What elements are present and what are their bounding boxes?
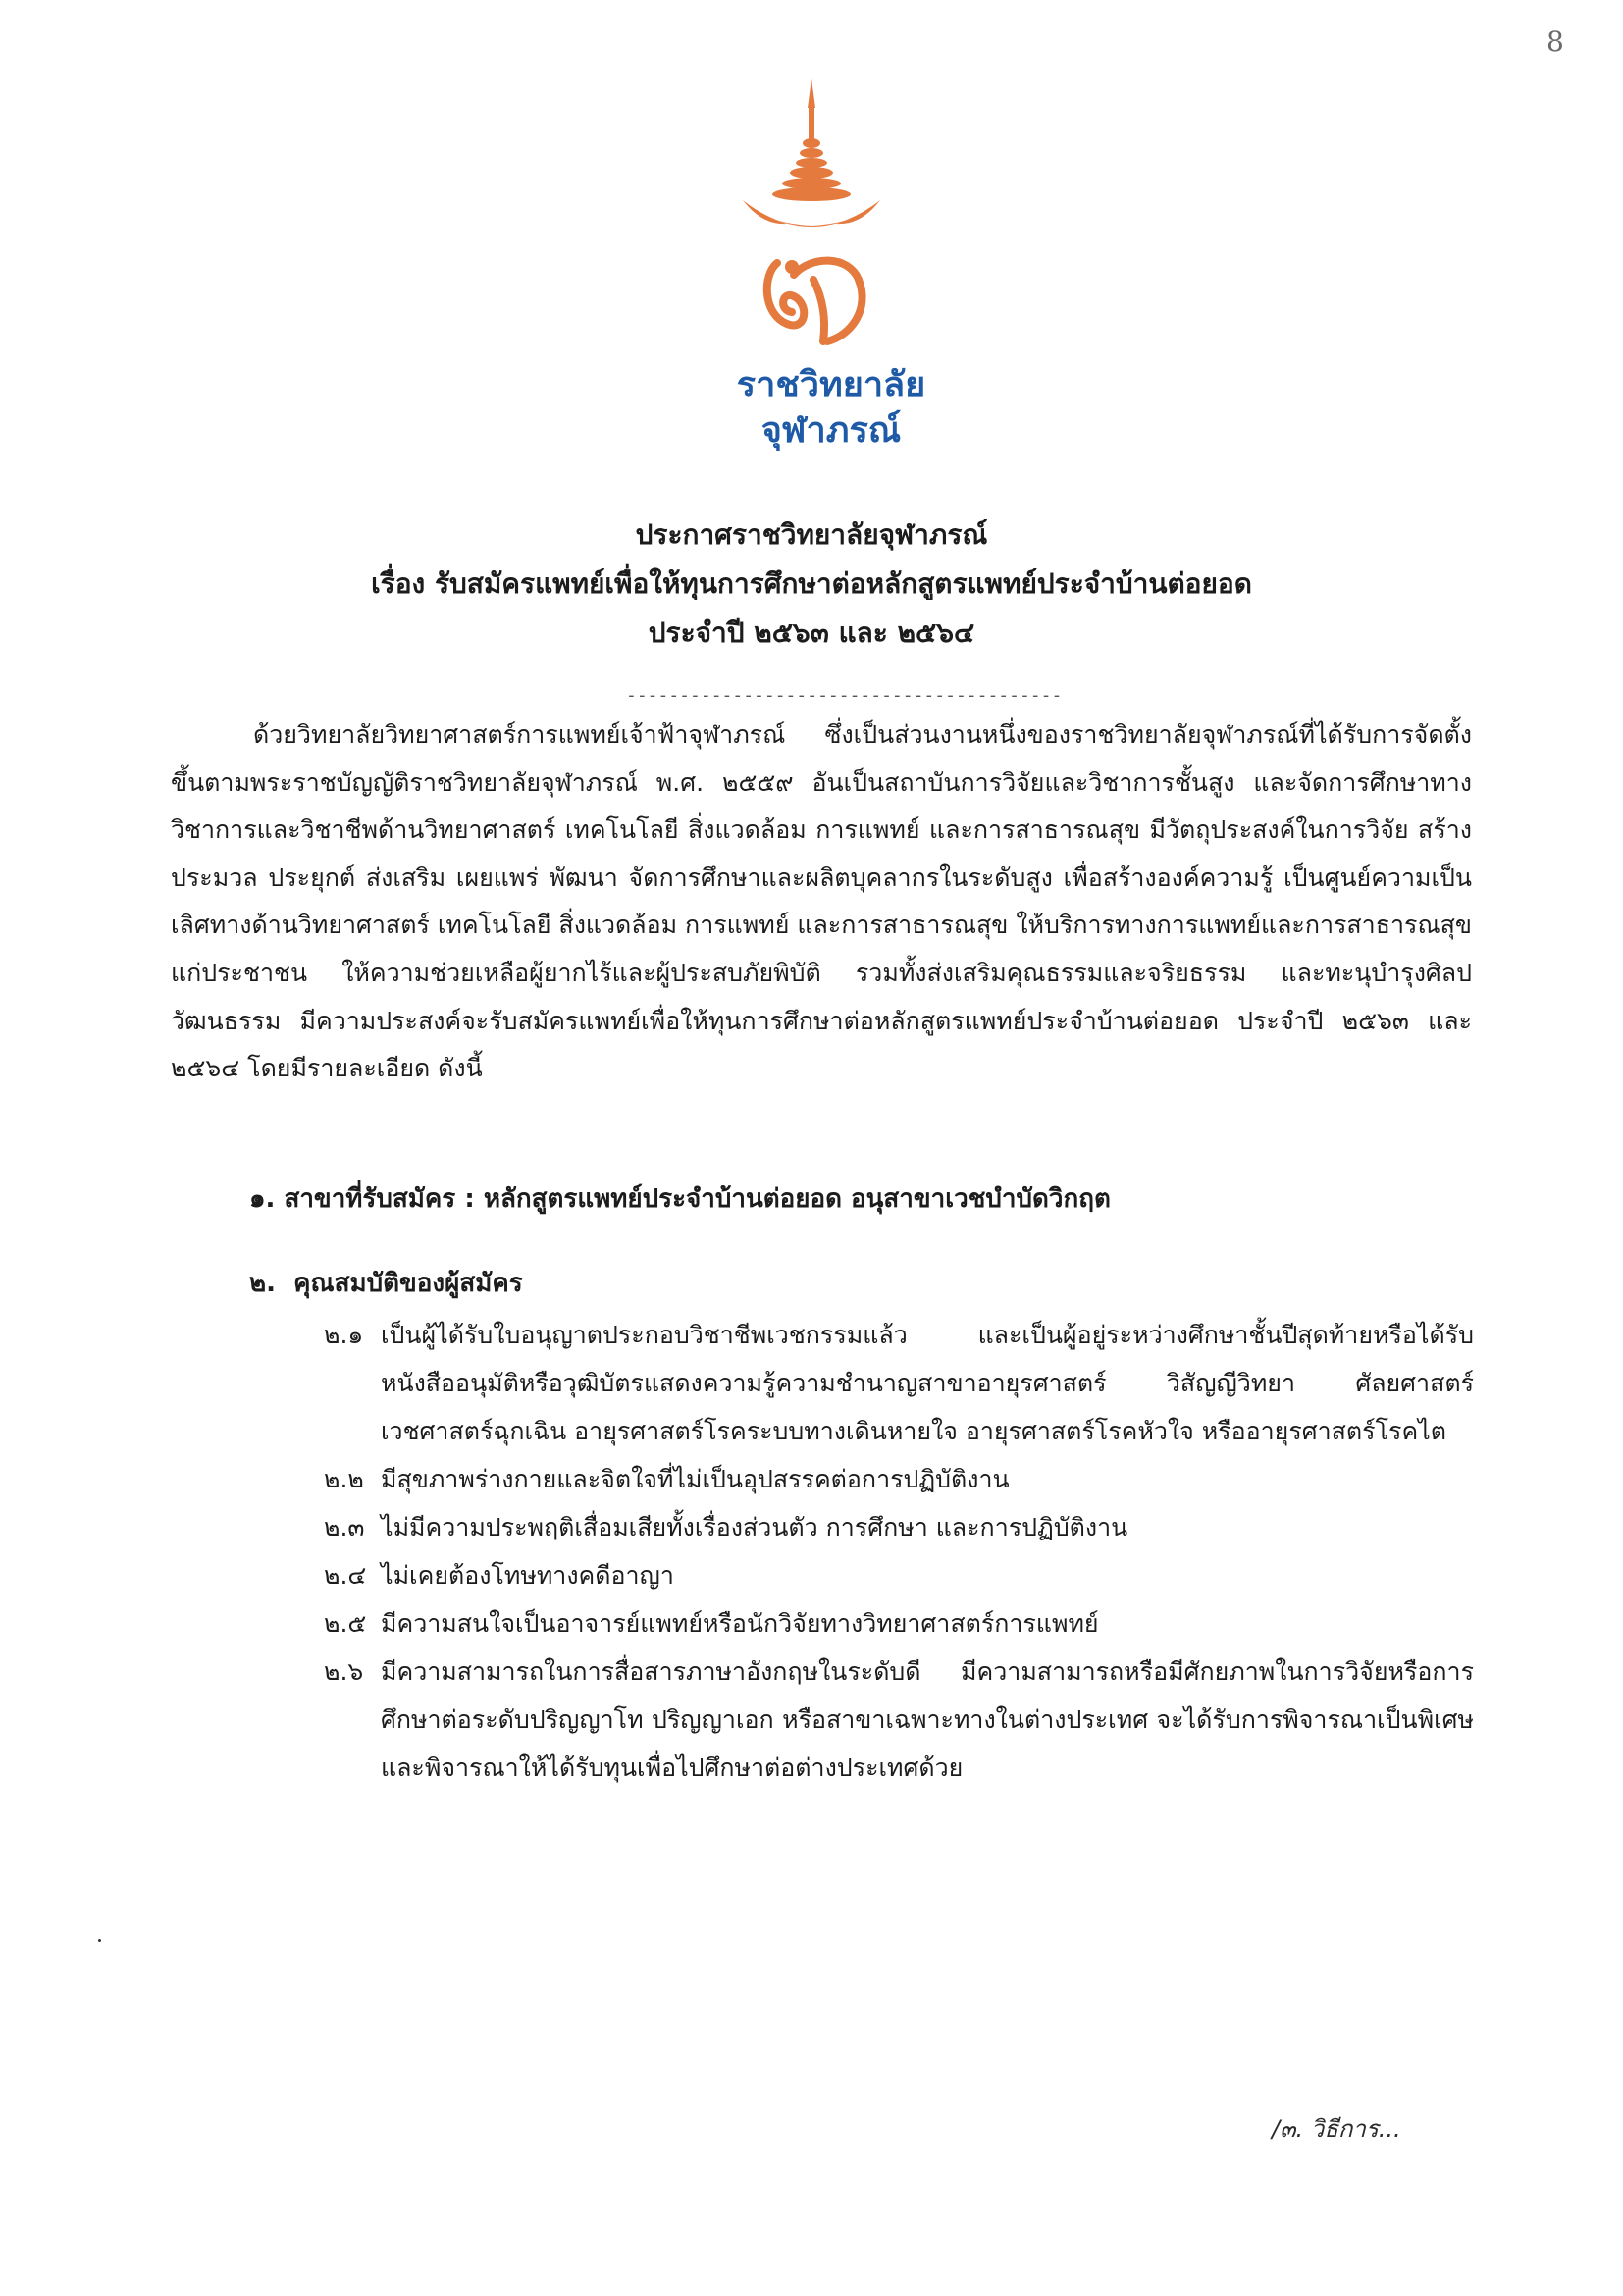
list-item-number: ๒.๓: [324, 1513, 365, 1541]
list-item-text: ไม่เคยต้องโทษทางคดีอาญา: [381, 1561, 674, 1590]
list-item-number: ๒.๖: [324, 1657, 364, 1686]
title-line-3: ประจำปี ๒๕๖๓ และ ๒๕๖๔: [648, 616, 975, 649]
college-name-line1: ราชวิทยาลัย: [736, 365, 926, 405]
list-item: [324, 1503, 1474, 1551]
section-2-label: คุณสมบัติของผู้สมัคร: [293, 1269, 523, 1298]
section-1-separator: :: [464, 1184, 475, 1214]
announcement-title: [0, 510, 1623, 657]
intro-paragraph: ด้วยวิทยาลัยวิทยาศาสตร์การแพทย์เจ้าฟ้าจุฬาภรณ์ ซึ่งเป็นส่วนงานหนึ่งของราชวิทยาลัยจุฬาภรณ์ที่ได้รับการจัดตั้งขึ้นตามพระราชบัญญัติราชวิทยาลัยจุฬาภรณ์ พ.ศ. ๒๕๕๙ อันเป็นสถาบันการวิจัยและวิชาการชั้นสูง และจัดการศึกษาทางวิชาการและวิชาชีพด้านวิทยาศาสตร์ เทคโนโลยี สิ่งแวดล้อม การแพทย์ และการสาธารณสุข มีวัตถุประสงค์ในการวิจัย สร้าง ประมวล ประยุกต์ ส่งเสริม เผยแพร่ พัฒนา จัดการศึกษาและผลิตบุคลากรในระดับสูง เพื่อสร้างองค์ความรู้ เป็นศูนย์ความเป็นเลิศทางด้านวิทยาศาสตร์ เทคโนโลยี สิ่งแวดล้อม การแพทย์ และการสาธารณสุข ให้บริการทางการแพทย์และการสาธารณสุขแก่ประชาชน ให้ความช่วยเหลือผู้ยากไร้และผู้ประสบภัยพิบัติ รวมทั้งส่งเสริมคุณธรรมและจริยธรรม และทะนุบำรุงศิลปวัฒนธรรม มีความประสงค์จะรับสมัครแพทย์เพื่อให้ทุนการศึกษาต่อหลักสูตรแพทย์ประจำบ้านต่อยอด ประจำปี ๒๕๖๓ และ ๒๕๖๔ โดยมีรายละเอียด ดังนี้: [171, 720, 1472, 1083]
college-emblem-icon: [733, 78, 890, 363]
list-item: [324, 1551, 1474, 1599]
section-1-number: ๑.: [249, 1184, 276, 1214]
list-item-text: มีสุขภาพร่างกายและจิตใจที่ไม่เป็นอุปสรรคต่อการปฏิบัติงาน: [381, 1465, 1010, 1493]
section-2-number: ๒.: [249, 1269, 277, 1298]
title-line-2: เรื่อง รับสมัครแพทย์เพื่อให้ทุนการศึกษาต่อหลักสูตรแพทย์ประจำบ้านต่อยอด: [371, 567, 1252, 600]
page-number: 8: [1546, 26, 1564, 58]
title-divider: -----------------------------------------: [626, 685, 1063, 705]
college-name-line2: จุฬาภรณ์: [760, 410, 902, 450]
list-item: [324, 1647, 1474, 1792]
continued-note: /๓. วิธีการ...: [1272, 2115, 1401, 2143]
list-item-text: มีความสนใจเป็นอาจารย์แพทย์หรือนักวิจัยทางวิทยาศาสตร์การแพทย์: [381, 1609, 1099, 1638]
scan-speck: [98, 1939, 101, 1942]
list-item-number: ๒.๔: [324, 1561, 367, 1590]
list-item: [324, 1455, 1474, 1503]
list-item: [324, 1311, 1474, 1455]
list-item-number: ๒.๑: [324, 1321, 364, 1349]
section-1-heading: [249, 1175, 1111, 1223]
list-item-number: ๒.๕: [324, 1609, 367, 1638]
section-1-value: หลักสูตรแพทย์ประจำบ้านต่อยอด อนุสาขาเวชบำบัดวิกฤต: [483, 1184, 1111, 1214]
section-2-heading: [249, 1260, 523, 1307]
section-1-label: สาขาที่รับสมัคร: [284, 1184, 456, 1214]
title-line-1: ประกาศราชวิทยาลัยจุฬาภรณ์: [635, 518, 988, 550]
list-item-text: ไม่มีความประพฤติเสื่อมเสียทั้งเรื่องส่วนตัว การศึกษา และการปฏิบัติงาน: [381, 1513, 1128, 1541]
qualification-list: [324, 1311, 1474, 1792]
list-item-text: เป็นผู้ได้รับใบอนุญาตประกอบวิชาชีพเวชกรรมแล้ว และเป็นผู้อยู่ระหว่างศึกษาชั้นปีสุดท้ายหรือได้รับหนังสืออนุมัติหรือวุฒิบัตรแสดงความรู้ความชำนาญสาขาอายุรศาสตร์ วิสัญญีวิทยา ศัลยศาสตร์ เวชศาสตร์ฉุกเฉิน อายุรศาสตร์โรคระบบทางเดินหายใจ อายุรศาสตร์โรคหัวใจ หรืออายุรศาสตร์โรคไต: [381, 1321, 1474, 1445]
list-item-number: ๒.๒: [324, 1465, 364, 1493]
list-item: [324, 1599, 1474, 1647]
college-logo: [0, 78, 1623, 453]
list-item-text: มีความสามารถในการสื่อสารภาษาอังกฤษในระดับดี มีความสามารถหรือมีศักยภาพในการวิจัยหรือการศึกษาต่อระดับปริญญาโท ปริญญาเอก หรือสาขาเฉพาะทางในต่างประเทศ จะได้รับการพิจารณาเป็นพิเศษ และพิจารณาให้ได้รับทุนเพื่อไปศึกษาต่อต่างประเทศด้วย: [381, 1657, 1474, 1782]
